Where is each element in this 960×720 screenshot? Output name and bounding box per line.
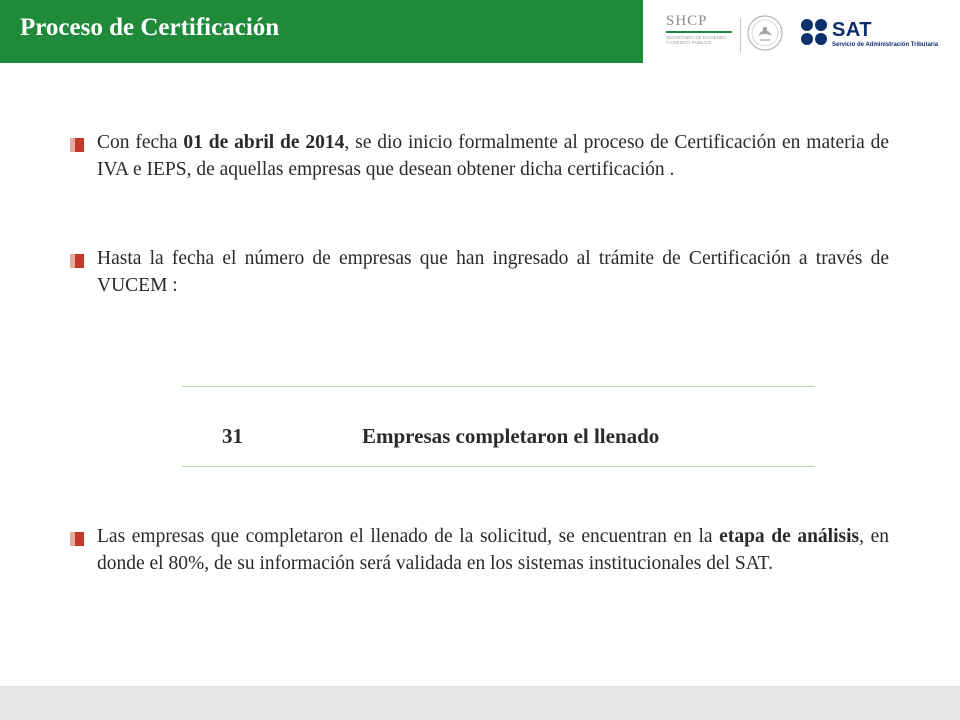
paragraph-text: , en donde el 80%, de su información será validada en los sistemas institucionales del SAT. bbox=[97, 526, 889, 574]
companies-count-value: 31 bbox=[222, 424, 243, 448]
paragraph-start-date bbox=[97, 129, 889, 183]
bullet-icon bbox=[70, 138, 84, 152]
shcp-logo-subtitle-1: SECRETARÍA DE HACIENDA bbox=[666, 35, 727, 40]
emphasized-text: 01 de abril de 2014 bbox=[183, 132, 345, 153]
title-bar bbox=[0, 0, 643, 63]
paragraph-analysis-stage bbox=[97, 523, 889, 577]
sat-dots-icon bbox=[800, 18, 828, 46]
paragraph-text: Con fecha bbox=[97, 132, 184, 153]
companies-count-label: Empresas completaron el llenado bbox=[362, 424, 660, 448]
paragraph-companies-count bbox=[97, 245, 889, 299]
table-top-rule bbox=[182, 386, 815, 387]
paragraph-text: Hasta la fecha el número de empresas que han ingresado al trámite de Certificación a través de VUCEM : bbox=[97, 248, 889, 296]
shcp-logo bbox=[666, 14, 738, 45]
page-title: Proceso de Certificación bbox=[20, 14, 280, 41]
bullet-icon bbox=[70, 254, 84, 268]
logo-divider bbox=[740, 18, 741, 52]
header bbox=[0, 0, 960, 63]
shcp-logo-rule bbox=[666, 31, 732, 33]
sat-logo-name: SAT bbox=[832, 19, 873, 41]
coat-of-arms-icon bbox=[746, 14, 784, 52]
bullet-icon bbox=[70, 532, 84, 546]
shcp-logo-name: SHCP bbox=[666, 13, 708, 29]
table-bottom-rule bbox=[182, 466, 815, 467]
footer-band bbox=[0, 686, 960, 720]
sat-logo-subtitle: Servicio de Administración Tributaria bbox=[832, 42, 939, 48]
logo-area bbox=[660, 8, 950, 56]
sat-logo bbox=[800, 16, 950, 56]
paragraph-text: Las empresas que completaron el llenado de la solicitud, se encuentran en la bbox=[97, 526, 720, 547]
emphasized-text: etapa de análisis bbox=[719, 526, 860, 547]
paragraph-text: , se dio inicio formalmente al proceso de Certificación en materia de IVA e IEPS, de aquellas empresas que desean obtener dicha certificación . bbox=[97, 132, 889, 180]
shcp-logo-subtitle-2: Y CRÉDITO PÚBLICO bbox=[666, 40, 712, 45]
